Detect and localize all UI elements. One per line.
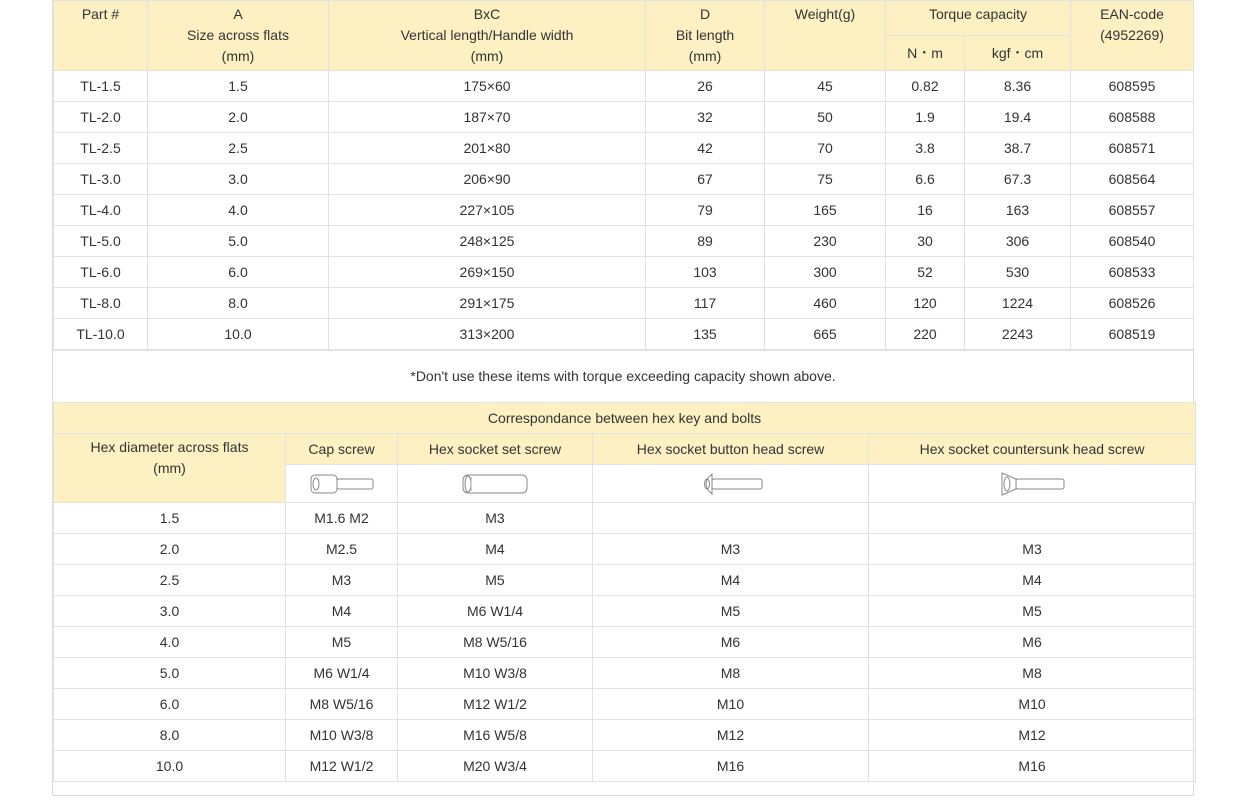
cell-ean: 608533 [1071,257,1194,288]
header-torque-nm: N・m [886,36,965,71]
cell-torque-kgf: 306 [965,226,1071,257]
cell-bxc: 206×90 [329,164,646,195]
cell-cap-screw: M1.6 M2 [286,503,398,534]
header-countersunk-screw: Hex socket countersunk head screw [869,434,1196,465]
button-head-screw-icon-cell [593,465,869,503]
cell-part: TL-10.0 [54,319,148,350]
cell-torque-nm: 0.82 [886,71,965,102]
correspondence-row [54,503,1196,534]
cell-size: 2.5 [148,133,329,164]
cell-countersunk-screw: M12 [869,720,1196,751]
cell-torque-nm: 16 [886,195,965,226]
cell-bit-length: 26 [646,71,765,102]
correspondence-row [54,751,1196,782]
cell-part: TL-2.5 [54,133,148,164]
set-screw-icon [461,473,529,495]
cell-bxc: 291×175 [329,288,646,319]
header-hex-diameter: Hex diameter across flats (mm) [54,434,286,503]
header-set-screw: Hex socket set screw [398,434,593,465]
cell-torque-kgf: 67.3 [965,164,1071,195]
header-button-head-screw: Hex socket button head screw [593,434,869,465]
cell-bxc: 227×105 [329,195,646,226]
cell-bit-length: 103 [646,257,765,288]
cell-bxc: 313×200 [329,319,646,350]
set-screw-icon-cell [398,465,593,503]
cell-part: TL-8.0 [54,288,148,319]
cell-button-head-screw: M3 [593,534,869,565]
cell-torque-kgf: 2243 [965,319,1071,350]
cell-button-head-screw: M5 [593,596,869,627]
cell-weight: 665 [765,319,886,350]
cell-set-screw: M8 W5/16 [398,627,593,658]
correspondence-row [54,720,1196,751]
cell-cap-screw: M10 W3/8 [286,720,398,751]
cell-part: TL-2.0 [54,102,148,133]
spec-row [54,319,1194,350]
cell-hex-diameter: 2.0 [54,534,286,565]
cell-bxc: 175×60 [329,71,646,102]
cell-bit-length: 117 [646,288,765,319]
spec-row [54,164,1194,195]
cell-torque-kgf: 530 [965,257,1071,288]
cell-torque-nm: 220 [886,319,965,350]
cell-torque-kgf: 1224 [965,288,1071,319]
countersunk-screw-icon-cell [869,465,1196,503]
cell-button-head-screw: M6 [593,627,869,658]
cell-torque-kgf: 8.36 [965,71,1071,102]
cell-button-head-screw: M12 [593,720,869,751]
cell-countersunk-screw: M10 [869,689,1196,720]
cell-cap-screw: M12 W1/2 [286,751,398,782]
cell-button-head-screw: M4 [593,565,869,596]
cell-weight: 50 [765,102,886,133]
cell-weight: 45 [765,71,886,102]
cell-button-head-screw [593,503,869,534]
cell-set-screw: M12 W1/2 [398,689,593,720]
cap-screw-icon [309,473,375,495]
countersunk-screw-icon [998,471,1066,497]
cell-part: TL-1.5 [54,71,148,102]
cell-countersunk-screw: M5 [869,596,1196,627]
header-weight: Weight(g) [765,1,886,71]
cell-torque-nm: 1.9 [886,102,965,133]
correspondence-title: Correspondance between hex key and bolts [54,403,1196,434]
cell-set-screw: M20 W3/4 [398,751,593,782]
spec-row [54,102,1194,133]
cell-part: TL-5.0 [54,226,148,257]
cell-countersunk-screw [869,503,1196,534]
cell-bit-length: 32 [646,102,765,133]
cell-weight: 165 [765,195,886,226]
cell-ean: 608571 [1071,133,1194,164]
cell-size: 1.5 [148,71,329,102]
correspondence-row [54,596,1196,627]
spec-row [54,133,1194,164]
correspondence-row [54,565,1196,596]
correspondence-table [53,402,1196,782]
cell-bxc: 269×150 [329,257,646,288]
header-bit-length: D Bit length (mm) [646,1,765,71]
cell-bxc: 187×70 [329,102,646,133]
header-size-across-flats: A Size across flats (mm) [148,1,329,71]
cell-hex-diameter: 2.5 [54,565,286,596]
cell-ean: 608526 [1071,288,1194,319]
header-torque-capacity: Torque capacity [886,1,1071,36]
cell-button-head-screw: M8 [593,658,869,689]
cell-torque-nm: 30 [886,226,965,257]
cell-set-screw: M6 W1/4 [398,596,593,627]
spec-row [54,226,1194,257]
cell-weight: 75 [765,164,886,195]
cell-hex-diameter: 8.0 [54,720,286,751]
cell-set-screw: M4 [398,534,593,565]
spec-row [54,71,1194,102]
cell-torque-nm: 52 [886,257,965,288]
cell-part: TL-3.0 [54,164,148,195]
spec-row [54,288,1194,319]
cell-ean: 608557 [1071,195,1194,226]
correspondence-row [54,627,1196,658]
cell-weight: 460 [765,288,886,319]
torque-warning-note: *Don't use these items with torque exceeding capacity shown above. [53,350,1193,402]
cell-size: 3.0 [148,164,329,195]
cell-cap-screw: M4 [286,596,398,627]
cell-ean: 608595 [1071,71,1194,102]
header-cap-screw: Cap screw [286,434,398,465]
spec-row [54,195,1194,226]
cell-size: 10.0 [148,319,329,350]
correspondence-row [54,658,1196,689]
spec-table [53,0,1194,350]
cell-set-screw: M5 [398,565,593,596]
header-part: Part # [54,1,148,71]
cap-screw-icon-cell [286,465,398,503]
cell-bit-length: 135 [646,319,765,350]
cell-bit-length: 42 [646,133,765,164]
cell-part: TL-6.0 [54,257,148,288]
cell-size: 2.0 [148,102,329,133]
cell-bit-length: 79 [646,195,765,226]
spec-row [54,257,1194,288]
cell-cap-screw: M5 [286,627,398,658]
cell-torque-kgf: 163 [965,195,1071,226]
cell-cap-screw: M2.5 [286,534,398,565]
button-head-screw-icon [698,472,764,496]
cell-weight: 70 [765,133,886,164]
cell-bit-length: 89 [646,226,765,257]
cell-size: 5.0 [148,226,329,257]
cell-hex-diameter: 5.0 [54,658,286,689]
cell-part: TL-4.0 [54,195,148,226]
cell-countersunk-screw: M6 [869,627,1196,658]
cell-cap-screw: M6 W1/4 [286,658,398,689]
cell-ean: 608519 [1071,319,1194,350]
cell-set-screw: M16 W5/8 [398,720,593,751]
cell-torque-kgf: 19.4 [965,102,1071,133]
cell-size: 8.0 [148,288,329,319]
header-bxc: BxC Vertical length/Handle width (mm) [329,1,646,71]
cell-bxc: 248×125 [329,226,646,257]
header-ean-code: EAN-code (4952269) [1071,1,1194,71]
cell-hex-diameter: 4.0 [54,627,286,658]
cell-button-head-screw: M16 [593,751,869,782]
cell-hex-diameter: 10.0 [54,751,286,782]
cell-weight: 230 [765,226,886,257]
cell-bxc: 201×80 [329,133,646,164]
cell-weight: 300 [765,257,886,288]
cell-countersunk-screw: M16 [869,751,1196,782]
cell-countersunk-screw: M3 [869,534,1196,565]
cell-torque-nm: 6.6 [886,164,965,195]
cell-ean: 608540 [1071,226,1194,257]
cell-size: 4.0 [148,195,329,226]
cell-torque-kgf: 38.7 [965,133,1071,164]
cell-cap-screw: M3 [286,565,398,596]
cell-hex-diameter: 3.0 [54,596,286,627]
cell-hex-diameter: 6.0 [54,689,286,720]
cell-cap-screw: M8 W5/16 [286,689,398,720]
correspondence-row [54,689,1196,720]
product-spec-panel [52,0,1194,796]
correspondence-row [54,534,1196,565]
cell-hex-diameter: 1.5 [54,503,286,534]
cell-countersunk-screw: M8 [869,658,1196,689]
cell-torque-nm: 120 [886,288,965,319]
header-torque-kgf: kgf・cm [965,36,1071,71]
cell-torque-nm: 3.8 [886,133,965,164]
cell-set-screw: M3 [398,503,593,534]
cell-set-screw: M10 W3/8 [398,658,593,689]
cell-size: 6.0 [148,257,329,288]
cell-ean: 608588 [1071,102,1194,133]
cell-button-head-screw: M10 [593,689,869,720]
cell-countersunk-screw: M4 [869,565,1196,596]
cell-ean: 608564 [1071,164,1194,195]
cell-bit-length: 67 [646,164,765,195]
